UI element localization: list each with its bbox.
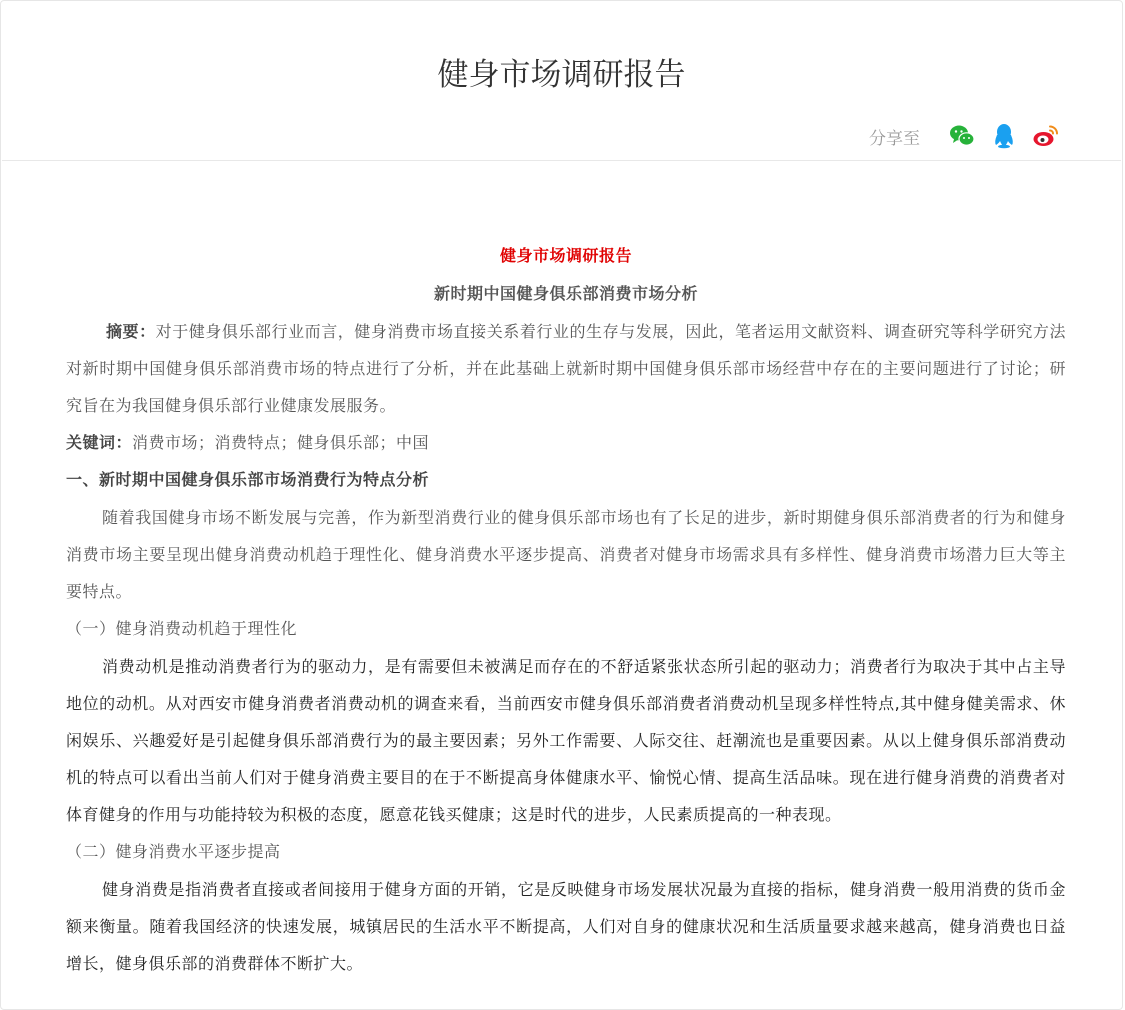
subsection-paragraph: 健身消费是指消费者直接或者间接用于健身方面的开销，它是反映健身市场发展状况最为直接的指标，健身消费一般用消费的货币金额来衡量。随着我国经济的快速发展，城镇居民的生活水平不断提高，人们对自身的健康状况和生活质量要求越来越高，健身消费也日益增长，健身俱乐部的消费群体不断扩大。 [66, 880, 1066, 973]
keywords-paragraph [66, 424, 1066, 461]
subsection-paragraph: 消费动机是推动消费者行为的驱动力，是有需要但未被满足而存在的不舒适紧张状态所引起的驱动力；消费者行为取决于其中占主导地位的动机。从对西安市健身消费者消费动机的调查来看，当前西安市健身俱乐部消费者消费动机呈现多样性特点,其中健身健美需求、休闲娱乐、兴趣爱好是引起健身俱乐部消费行为的最主要因素；另外工作需要、人际交往、赶潮流也是重要因素。从以上健身俱乐部消费动机的特点可以看出当前人们对于健身消费主要目的在于不断提高身体健康水平、愉悦心情、提高生活品味。现在进行健身消费的消费者对体育健身的作用与功能持较为积极的态度，愿意花钱买健康；这是时代的进步，人民素质提高的一种表现。 [66, 657, 1066, 824]
keywords-label: 关键词： [66, 433, 133, 452]
keywords-text: 消费市场；消费特点；健身俱乐部；中国 [132, 433, 430, 452]
wechat-icon[interactable] [948, 122, 976, 150]
weibo-icon[interactable] [1032, 122, 1060, 150]
section-heading: 一、新时期中国健身俱乐部市场消费行为特点分析 [66, 470, 430, 489]
abstract-label: 摘要： [106, 322, 156, 341]
share-bar [869, 121, 1060, 151]
subsection-heading: （一）健身消费动机趋于理性化 [66, 619, 298, 638]
subsection-heading: （二）健身消费水平逐步提高 [66, 842, 281, 861]
document-title: 健身市场调研报告 [499, 246, 632, 265]
abstract-paragraph [66, 313, 1066, 424]
header-divider [2, 160, 1121, 161]
document-subtitle: 新时期中国健身俱乐部消费市场分析 [433, 284, 698, 303]
section-paragraph: 随着我国健身市场不断发展与完善，作为新型消费行业的健身俱乐部市场也有了长足的进步，新时期健身俱乐部消费者的行为和健身消费市场主要呈现出健身消费动机趋于理性化、健身消费水平逐步提高、消费者对健身市场需求具有多样性、健身消费市场潜力巨大等主要特点。 [66, 508, 1066, 601]
qq-icon[interactable] [990, 122, 1018, 150]
article-body [66, 237, 1066, 982]
share-label: 分享至 [869, 128, 920, 149]
abstract-text: 对于健身俱乐部行业而言，健身消费市场直接关系着行业的生存与发展，因此，笔者运用文献资料、调查研究等科学研究方法对新时期中国健身俱乐部消费市场的特点进行了分析，并在此基础上就新时期中国健身俱乐部市场经营中存在的主要问题进行了讨论；研究旨在为我国健身俱乐部行业健康发展服务。 [66, 322, 1066, 415]
page-title: 健身市场调研报告 [437, 57, 686, 93]
